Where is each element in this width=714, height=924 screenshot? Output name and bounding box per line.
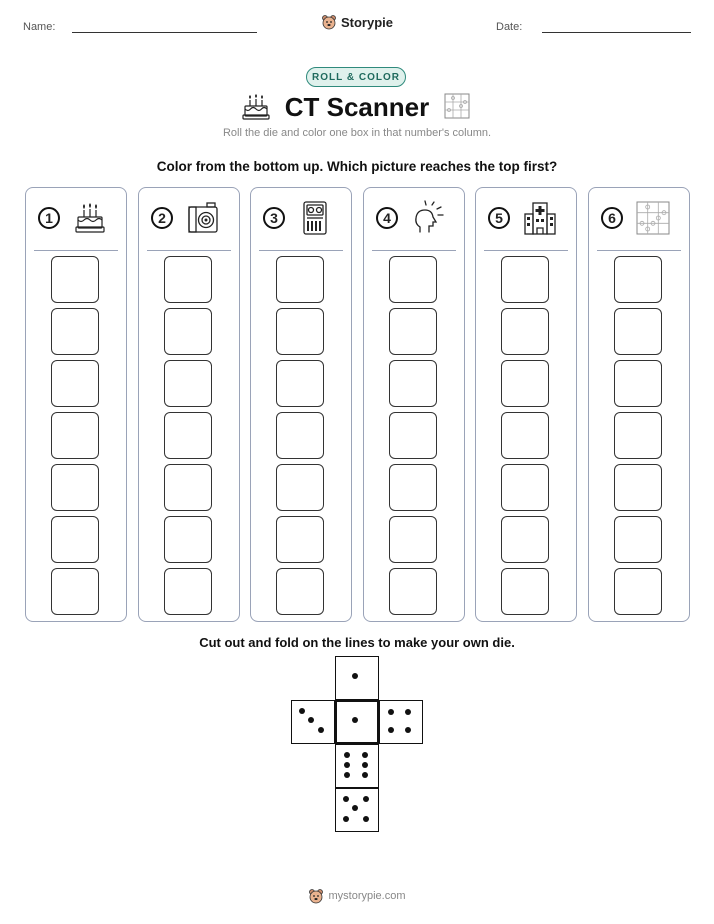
column-4 [363,187,465,622]
color-box[interactable] [164,412,212,459]
column-header [372,188,456,251]
brand-logo [0,14,714,30]
die-face-4 [379,700,423,744]
color-box[interactable] [614,412,662,459]
die-pip [318,727,324,733]
column-6 [588,187,690,622]
die-pip [352,673,358,679]
color-box[interactable] [389,568,437,615]
color-box[interactable] [164,256,212,303]
color-box[interactable] [276,256,324,303]
color-box[interactable] [51,464,99,511]
die-pip [405,727,411,733]
color-box[interactable] [51,568,99,615]
die-pip [352,717,358,723]
color-box[interactable] [614,308,662,355]
color-box[interactable] [389,516,437,563]
column-2 [138,187,240,622]
color-box[interactable] [51,360,99,407]
cut-instruction: Cut out and fold on the lines to make your own die. [199,635,515,650]
die-pip [362,762,368,768]
die-pip [405,709,411,715]
color-box[interactable] [276,412,324,459]
color-box[interactable] [501,308,549,355]
die-pip [344,772,350,778]
die-pip [388,727,394,733]
column-header [597,188,681,251]
camera-icon [185,200,221,236]
die-pip [362,752,368,758]
die-face-5 [335,788,379,832]
footer-url[interactable]: mystorypie.com [328,890,406,902]
color-box[interactable] [389,308,437,355]
die-pip [299,708,305,714]
column-header [259,188,343,251]
die-pip [308,717,314,723]
color-box[interactable] [501,568,549,615]
column-5 [475,187,577,622]
color-box[interactable] [501,464,549,511]
die-pip [343,796,349,802]
activity-badge: ROLL & COLOR [306,67,406,87]
color-box[interactable] [51,256,99,303]
color-box[interactable] [164,568,212,615]
color-box[interactable] [276,464,324,511]
color-box[interactable] [164,464,212,511]
date-line[interactable] [542,32,691,33]
die-pip [363,816,369,822]
color-box[interactable] [164,308,212,355]
color-box[interactable] [501,516,549,563]
color-box[interactable] [276,308,324,355]
birthday-cake-icon [72,200,108,236]
footer [0,888,714,904]
column-header [34,188,118,251]
die-pip [344,752,350,758]
die-pip [352,805,358,811]
color-box[interactable] [51,516,99,563]
die-face-6 [335,744,379,788]
color-box[interactable] [164,516,212,563]
subtitle: Roll the die and color one box in that number's column. [222,127,492,139]
bear-logo-icon [321,14,337,30]
die-pip [388,709,394,715]
color-box[interactable] [614,464,662,511]
color-box[interactable] [614,516,662,563]
bear-logo-icon [308,888,324,904]
name-label: Name: [23,21,56,33]
name-line[interactable] [72,32,257,33]
column-number: 3 [263,207,285,229]
column-header [147,188,231,251]
color-box[interactable] [276,568,324,615]
column-1 [25,187,127,622]
color-box[interactable] [51,412,99,459]
date-label: Date: [496,21,523,33]
page-title: CT Scanner [284,92,430,122]
puzzle-icon [635,200,671,236]
color-box[interactable] [389,464,437,511]
die-face-1 [335,700,379,744]
hospital-icon [522,200,558,236]
color-box[interactable] [614,360,662,407]
column-header [484,188,568,251]
die-pip [362,772,368,778]
color-box[interactable] [501,256,549,303]
puzzle-icon [443,92,471,120]
color-box[interactable] [614,568,662,615]
color-box[interactable] [164,360,212,407]
die-pip [344,762,350,768]
color-box[interactable] [51,308,99,355]
die-face-1 [335,656,379,700]
column-number: 1 [38,207,60,229]
color-box[interactable] [276,516,324,563]
color-box[interactable] [501,412,549,459]
column-number: 2 [151,207,173,229]
control-panel-icon [297,200,333,236]
color-box[interactable] [389,256,437,303]
brand-name: Storypie [340,14,393,30]
head-idea-icon [410,200,446,236]
column-number: 5 [488,207,510,229]
instruction: Color from the bottom up. Which picture reaches the top first? [156,159,558,174]
color-box[interactable] [276,360,324,407]
column-number: 6 [601,207,623,229]
color-box[interactable] [389,360,437,407]
die-face-3 [291,700,335,744]
column-3 [250,187,352,622]
die-pip [363,796,369,802]
die-pip [343,816,349,822]
color-box[interactable] [389,412,437,459]
color-box[interactable] [501,360,549,407]
color-box[interactable] [614,256,662,303]
column-number: 4 [376,207,398,229]
